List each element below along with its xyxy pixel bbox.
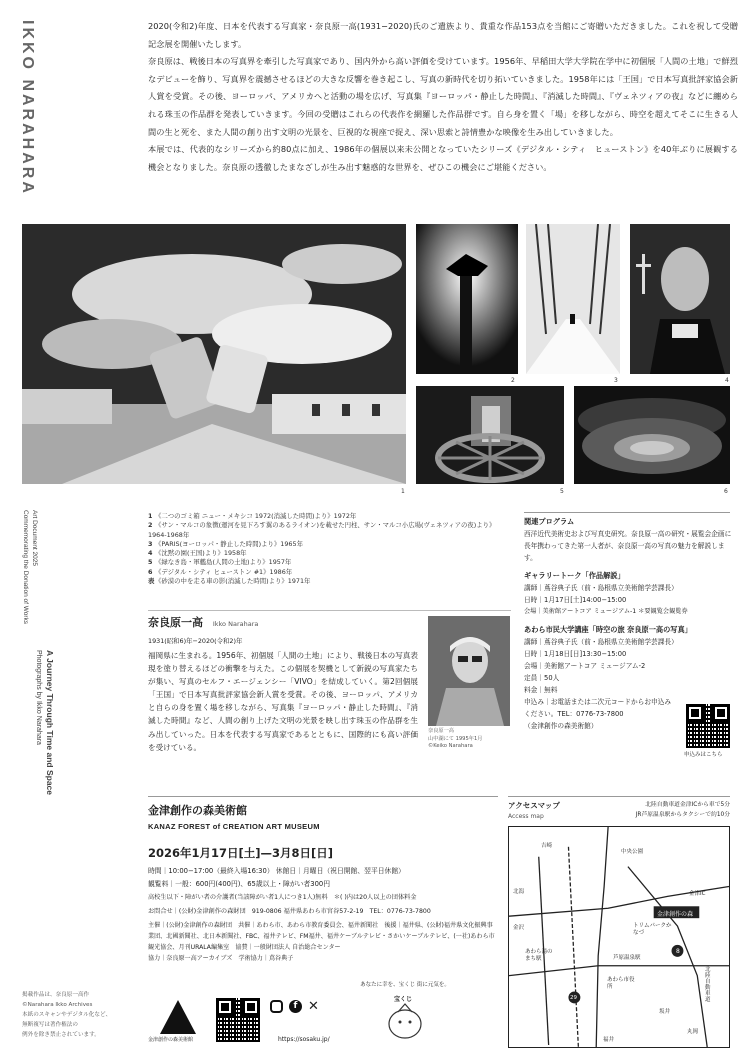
intro-paragraph: 本展では、代表的なシリーズから約80点に加え、1986年の個展以来未公開となっていたシリーズ《デジタル・シティ ヒューストン》を40年ぶりに展観する機会となりました。奈良原の透徹したまなざしが生み出す魅惑的な世界を、ぜひこの機会にご堪能ください。	[148, 144, 738, 172]
caption-item: 6 《デジタル・シティ ヒューストン #1》1986年	[148, 567, 293, 576]
photo-number: 4	[725, 377, 729, 384]
map-label-yoshizaki: 吉崎	[541, 843, 553, 849]
hours-row: 時間｜10:00−17:00（最終入場16:30） 休館日｜月曜日（祝日開館、翌平日休館）	[148, 867, 405, 875]
museum-logo: 金津創作の森美術館	[148, 996, 208, 1046]
copyright-notice: 掲載作品は、奈良原一高作 ©Narahara Ikko Archives 本紙のスキャンやデジタル化など、 無断複写は著作権法の 例外を除き禁止されています。	[22, 992, 112, 1038]
photo-winged-lion	[416, 224, 518, 374]
map-label-cityhall: あわら市役所	[607, 977, 635, 990]
photographs-by: Photographs by Ikko Narahara	[35, 650, 42, 745]
gallery-talk-venue: 会場｜美術館アートコア ミュージアム-1 ＊要観覧会観覧券	[524, 608, 688, 615]
access-heading: アクセスマップ Access map	[508, 801, 560, 820]
photo-number: 1	[401, 488, 405, 495]
photo-number: 3	[614, 377, 618, 384]
museum-info	[148, 802, 498, 965]
lecture-apply: 申込み｜お電話または二次元コードからお申込みください。TEL：0776-73-7800	[524, 698, 672, 718]
lecture-date: 日時｜1月18日[日]13:30−15:00	[524, 650, 627, 658]
lecture-capacity: 定員｜50人	[524, 674, 560, 682]
map-label-station: 芦原温泉駅	[613, 955, 641, 961]
photo-number: 6	[724, 488, 728, 495]
programs-heading: 関連プログラム	[524, 517, 575, 526]
map-label-park: 中央公園	[621, 849, 644, 855]
credits: 主催｜(公財)金津創作の森財団 共催｜あわら市、あわら市教育委員会、福井新聞社 後援｜福井県、(公財)福井県文化振興事業団、北國新聞社、北日本新聞社、FBC、福井テレビ、FM福井、福井ケーブルテレビ・さかいケーブルテレビ、(一社)あわら市観光協会、月刊URALA編集室 協賛｜一般財団法人 自治総合センター 協力｜奈良原一高アーカイブズ 学術協力｜蔦谷典子	[148, 921, 495, 963]
programs	[524, 516, 734, 732]
intro-paragraph: 奈良原は、戦後日本の写真界を牽引した写真家であり、国内外から高い評価を受けています。1956年、早稲田大学大学院在学中に初個展「人間の土地」で鮮烈なデビューを飾り、写真界を震撼させるほどの大きな反響を巻き起こし、写真の新時代を切り拓いていきました。1958年には「王国」で日本写真批評家協会新人賞を受賞。その後、ヨーロッパ、アメリカへと活動の場を広げ、写真集『ヨーロッパ・静止した時間』、『消滅した時間』、『ヴェネツィアの夜』などに纏められる珠玉の作品群を発表していきます。今回の受贈はこれらの代表作を網羅した作品群です。自ら身を置く「場」を移しながら、時空を超えてそこに生きる人間の生と死を、また人間の創り出す文明の光景を、巨視的な視座で捉え、深い思索と詩情豊かな映像を生み出していきました。	[148, 56, 738, 137]
free-admission-row: 高校生以下・障がい者の介護者(当該障がい者1人につき1人)無料 ＊( )内は20人以上の団体料金	[148, 894, 417, 902]
contact-row: お問合せ｜(公財)金津創作の森財団 919-0806 福井県あわら市宮谷57-2-19 TEL：0776-73-7800	[148, 907, 431, 915]
artist-dates: 1931(昭和6)年−2020(令和2)年	[148, 637, 243, 645]
lecture-venue: 会場｜美術館アートコア ミュージアム-2	[524, 662, 646, 670]
exhibition-period: 2026年1月17日[土]—3月8日[日]	[148, 846, 334, 860]
map-label-expressway: 北陸自動車道	[705, 967, 711, 1003]
lecture-fee: 料金｜無料	[524, 686, 558, 694]
programs-intro: 西洋近代美術史および写真史研究。奈良原一高の研究・展覧会企画に長年携わってきた第一人者が、奈良原一高の写真の魅力を解説します。	[524, 530, 732, 562]
access-notes: 北陸自動車道金津ICから車で5分 JR芦原温泉駅からタクシーで約10分	[635, 802, 730, 818]
subtitle-en	[21, 510, 39, 624]
photo-gunkanjima	[416, 386, 564, 484]
lecture-title: あわら市民大学講座「時空の旅 奈良原一高の写真」	[524, 625, 692, 634]
map-label-route29: 29	[570, 995, 577, 1001]
vertical-title: IKKO NARAHARA	[19, 20, 36, 196]
portrait-caption: 奈良原一高 山中湖にて 1995年1月 ©Keiko Narahara	[428, 728, 483, 749]
caption-item: 3 《PARIS(ヨーロッパ・静止した時間)より》1965年	[148, 539, 303, 548]
caption-item: 表《砂漠の中を走る車の影(消滅した時間)より》1971年	[148, 577, 311, 586]
artist-bio	[148, 614, 418, 754]
photo-number: 5	[560, 488, 564, 495]
exhibition-title-en	[32, 650, 55, 795]
apply-qr-label: 申込みはこちら	[684, 752, 723, 758]
artist-portrait	[428, 616, 510, 726]
lecture-contact: （金津創作の森美術館）	[524, 722, 598, 730]
map-label-fukui: 福井	[603, 1037, 615, 1043]
access-map	[508, 826, 730, 1048]
map-label-ic: 金津IC	[689, 891, 706, 897]
lottery-mascot	[360, 976, 450, 1044]
lottery-label: 宝くじ	[394, 996, 413, 1003]
artist-name: 奈良原一高 Ikko Narahara	[148, 616, 259, 629]
facebook-icon[interactable]: f	[289, 1000, 302, 1013]
photo-paris-snow	[526, 224, 620, 374]
art-document-label: Art Document 2025	[31, 510, 38, 567]
artist-name-en: Ikko Narahara	[212, 620, 259, 628]
map-label-kitagata: 北潟	[513, 889, 525, 895]
instagram-icon[interactable]	[270, 1000, 283, 1013]
commemorating-label: Commemorating the Donation of Works	[22, 510, 29, 625]
lottery-slogan: あなたに幸を、宝くじ 街に元気を。	[360, 982, 450, 988]
lecture-lecturer: 講師｜蔦谷典子氏（前・島根県立美術館学芸課長）	[524, 638, 678, 646]
gallery-talk-lecturer: 講師｜蔦谷典子氏（前・島根県立美術館学芸課長）	[524, 584, 678, 592]
caption-item: 5 《緑なき島・軍艦島(人間の土地)より》1957年	[148, 558, 292, 567]
map-label-sakai: 坂井	[659, 1009, 671, 1015]
caption-item: 1 《二つのゴミ箱 ニュー・メキシコ 1972(消滅した時間)より》1972年	[148, 512, 357, 520]
gallery-talk-title: ギャラリートーク「作品解説」	[524, 571, 625, 580]
map-label-museum: 金津創作の森	[657, 911, 694, 918]
caption-item: 4 《沈黙の園(王国)より》1958年	[148, 549, 247, 558]
photo-houston	[574, 386, 730, 484]
exhibition-title: A Journey Through Time and Space	[45, 650, 55, 795]
social-icons	[270, 1000, 319, 1013]
caption-item: 2 《サン・マルコの象徴(運河を見下ろす翼のあるライオン)を載せた円柱、サン・マルコ小広場(ヴェネツィアの夜)より》1964-1968年	[148, 521, 496, 539]
apply-qr-code[interactable]	[686, 704, 730, 748]
map-label-yunomachi: あわら湯のまち駅	[525, 949, 553, 962]
map-label-maruoka: 丸岡	[687, 1029, 699, 1035]
photo-trash-cans	[22, 224, 406, 484]
museum-name-en: KANAZ FOREST of CREATION ART MUSEUM	[148, 822, 320, 831]
map-label-kanazawa: 金沢	[513, 925, 525, 931]
admission-row: 観覧料｜一般：600円(400円)、65歳以上・障がい者300円	[148, 880, 331, 889]
intro-paragraph: 2020(令和2)年度、日本を代表する写真家・奈良原一高(1931−2020)氏のご遺族より、貴重な作品153点を当館にご寄贈いただきました。これを祝して受贈記念展を開催いたします。	[148, 21, 738, 49]
caption-list	[148, 512, 513, 586]
website-qr-code[interactable]	[216, 998, 260, 1042]
x-icon[interactable]: ✕	[308, 999, 319, 1014]
museum-name: 金津創作の森美術館	[148, 804, 247, 817]
intro-text	[148, 18, 738, 176]
map-label-trimpark: トリムパークかなづ	[633, 923, 672, 936]
website-url[interactable]: https://sosaku.jp/	[278, 1036, 330, 1043]
gallery-talk-date: 日時｜1月17日[土]14:00−15:00	[524, 596, 627, 604]
photo-number: 2	[511, 377, 515, 384]
artist-bio-text: 福岡県に生まれる。1956年、初個展「人間の土地」により、戦後日本の写真表現を塗り替えるほどの衝撃を与えた。この個展を契機として新鋭の写真家たちが集い、写真のセルフ・エージェンシー「VIVO」を結成していく。第2回個展「王国」で日本写真批評家協会新人賞を受賞。その後、ヨーロッパ、アメリカと自らの身を置く場を移しながら、写真集『ヨーロッパ・静止した時間』、『消滅した時間』など、人間の創り上げた文明の光景を映し出す珠玉の作品群を生み出していった。日本を代表する写真家であるとともに、国際的にも高い評価を受けている。	[148, 651, 418, 752]
photo-monk	[630, 224, 730, 374]
map-label-route8: 8	[676, 948, 680, 955]
